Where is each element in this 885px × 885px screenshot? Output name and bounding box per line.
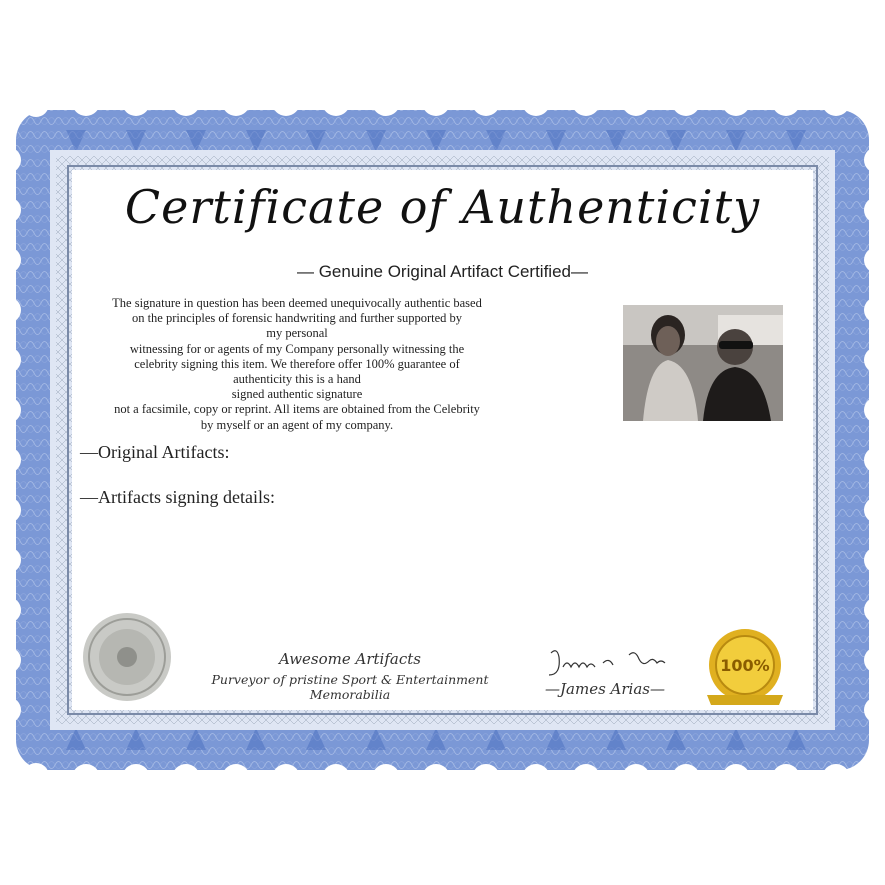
statement-line: on the principles of forensic handwriting and further supported by: [131, 311, 463, 326]
statement-line: not a facsimile, copy or reprint. All items are obtained from the Celebrity: [114, 402, 480, 417]
signing-details-heading: —Artifacts signing details:: [80, 487, 275, 507]
certificate-title: Certificate of Authenticity: [124, 180, 761, 234]
statement-line: by myself or an agent of my company.: [200, 417, 394, 432]
gold-seal-text: 100%: [720, 656, 770, 675]
photo-image: [623, 305, 783, 421]
statement-line: celebrity signing this item. We therefore offer 100% guarantee of: [134, 356, 460, 371]
statement-line: signed authentic signature: [231, 387, 363, 402]
company-name: Awesome Artifacts: [279, 650, 421, 668]
signature-scribble-icon: [543, 645, 673, 681]
statement-line: my personal: [266, 326, 328, 341]
certificate-subtitle: — Genuine Original Artifact Certified—: [296, 262, 588, 281]
statement-line: authenticity this is a hand: [233, 372, 361, 387]
certification-statement: [82, 296, 512, 433]
silver-seal-icon: [80, 610, 175, 705]
signer-name: —James Arias—: [545, 680, 665, 698]
gold-seal-icon: [703, 625, 788, 710]
statement-line: witnessing for or agents of my Company personally witnessing the: [129, 341, 465, 356]
company-tagline: Purveyor of pristine Sport & Entertainment Memorabilia: [211, 672, 489, 702]
statement-line: The signature in question has been deemed unequivocally authentic based: [112, 296, 482, 310]
company-signature-block: [175, 650, 525, 702]
original-artifacts-heading: —Original Artifacts:: [80, 442, 230, 462]
